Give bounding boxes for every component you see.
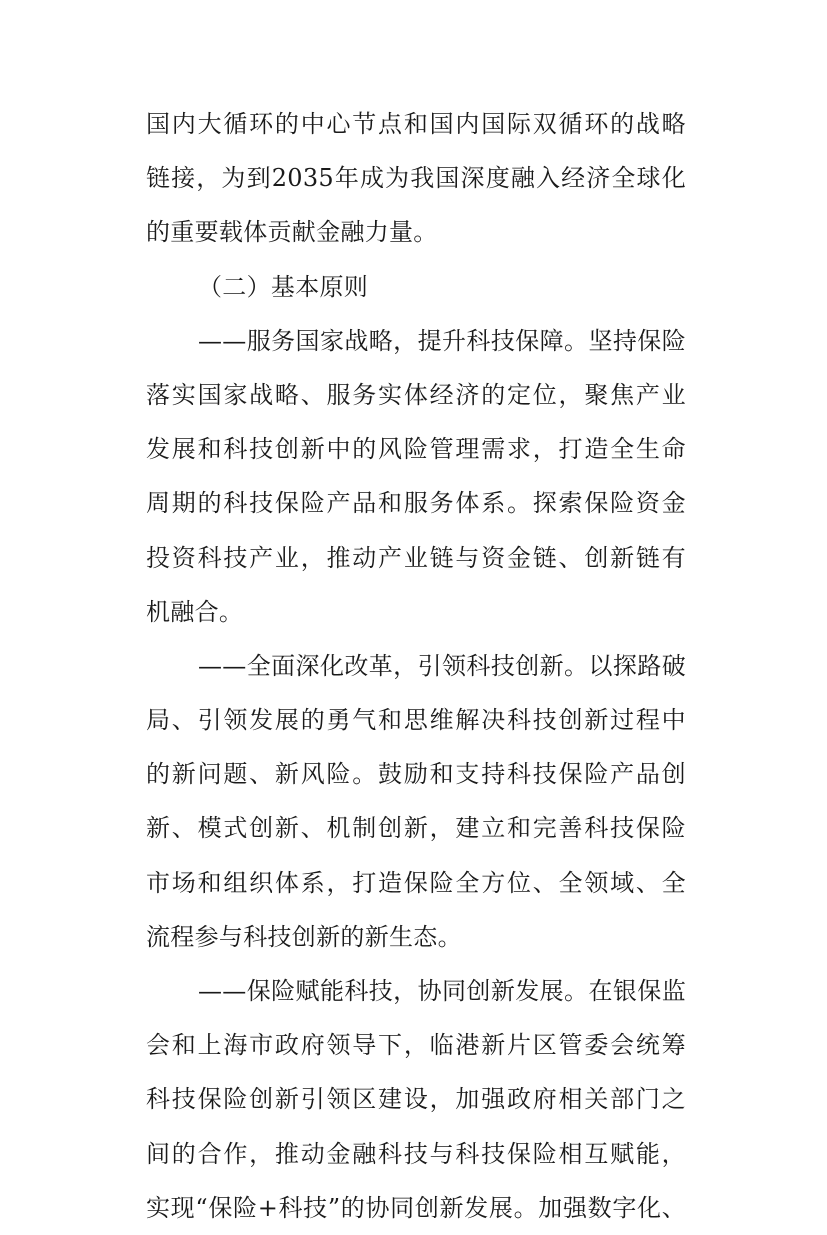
section-heading: （二）基本原则 [198, 272, 369, 301]
text-line: 的重要载体贡献金融力量。 [146, 218, 438, 247]
text-line: 落实国家战略、服务实体经济的定位，聚焦产业 [146, 380, 686, 409]
text-line: 投资科技产业，推动产业链与资金链、创新链有 [146, 543, 686, 572]
text-line: 发展和科技创新中的风险管理需求，打造全生命 [146, 435, 686, 464]
body-text [146, 97, 686, 1235]
text-line: 新、模式创新、机制创新，建立和完善科技保险 [146, 814, 686, 843]
text-line: 国内大循环的中心节点和国内国际双循环的战略 [146, 110, 686, 138]
text-line: 的新问题、新风险。鼓励和支持科技保险产品创 [146, 760, 686, 789]
text-line: 流程参与科技创新的新生态。 [146, 922, 462, 951]
text-line: 局、引领发展的勇气和思维解决科技创新过程中 [146, 706, 686, 735]
principle-heading-line: ——全面深化改革，引领科技创新。以探路破 [198, 651, 686, 680]
text-line: 科技保险创新引领区建设，加强政府相关部门之 [146, 1085, 686, 1114]
text-line: 链接，为到2035年成为我国深度融入经济全球化 [146, 164, 686, 193]
principle-heading-line: ——保险赋能科技，协同创新发展。在银保监 [198, 977, 686, 1005]
text-line: 实现“保险+科技”的协同创新发展。加强数字化、 [146, 1193, 686, 1222]
text-line: 市场和组织体系，打造保险全方位、全领域、全 [146, 868, 686, 897]
text-line: 机融合。 [146, 597, 244, 626]
text-line: 会和上海市政府领导下，临港新片区管委会统筹 [146, 1031, 686, 1060]
text-line: 间的合作，推动金融科技与科技保险相互赋能， [146, 1139, 686, 1168]
text-line: 周期的科技保险产品和服务体系。探索保险资金 [146, 489, 686, 518]
principle-heading-line: ——服务国家战略，提升科技保障。坚持保险 [198, 326, 686, 355]
